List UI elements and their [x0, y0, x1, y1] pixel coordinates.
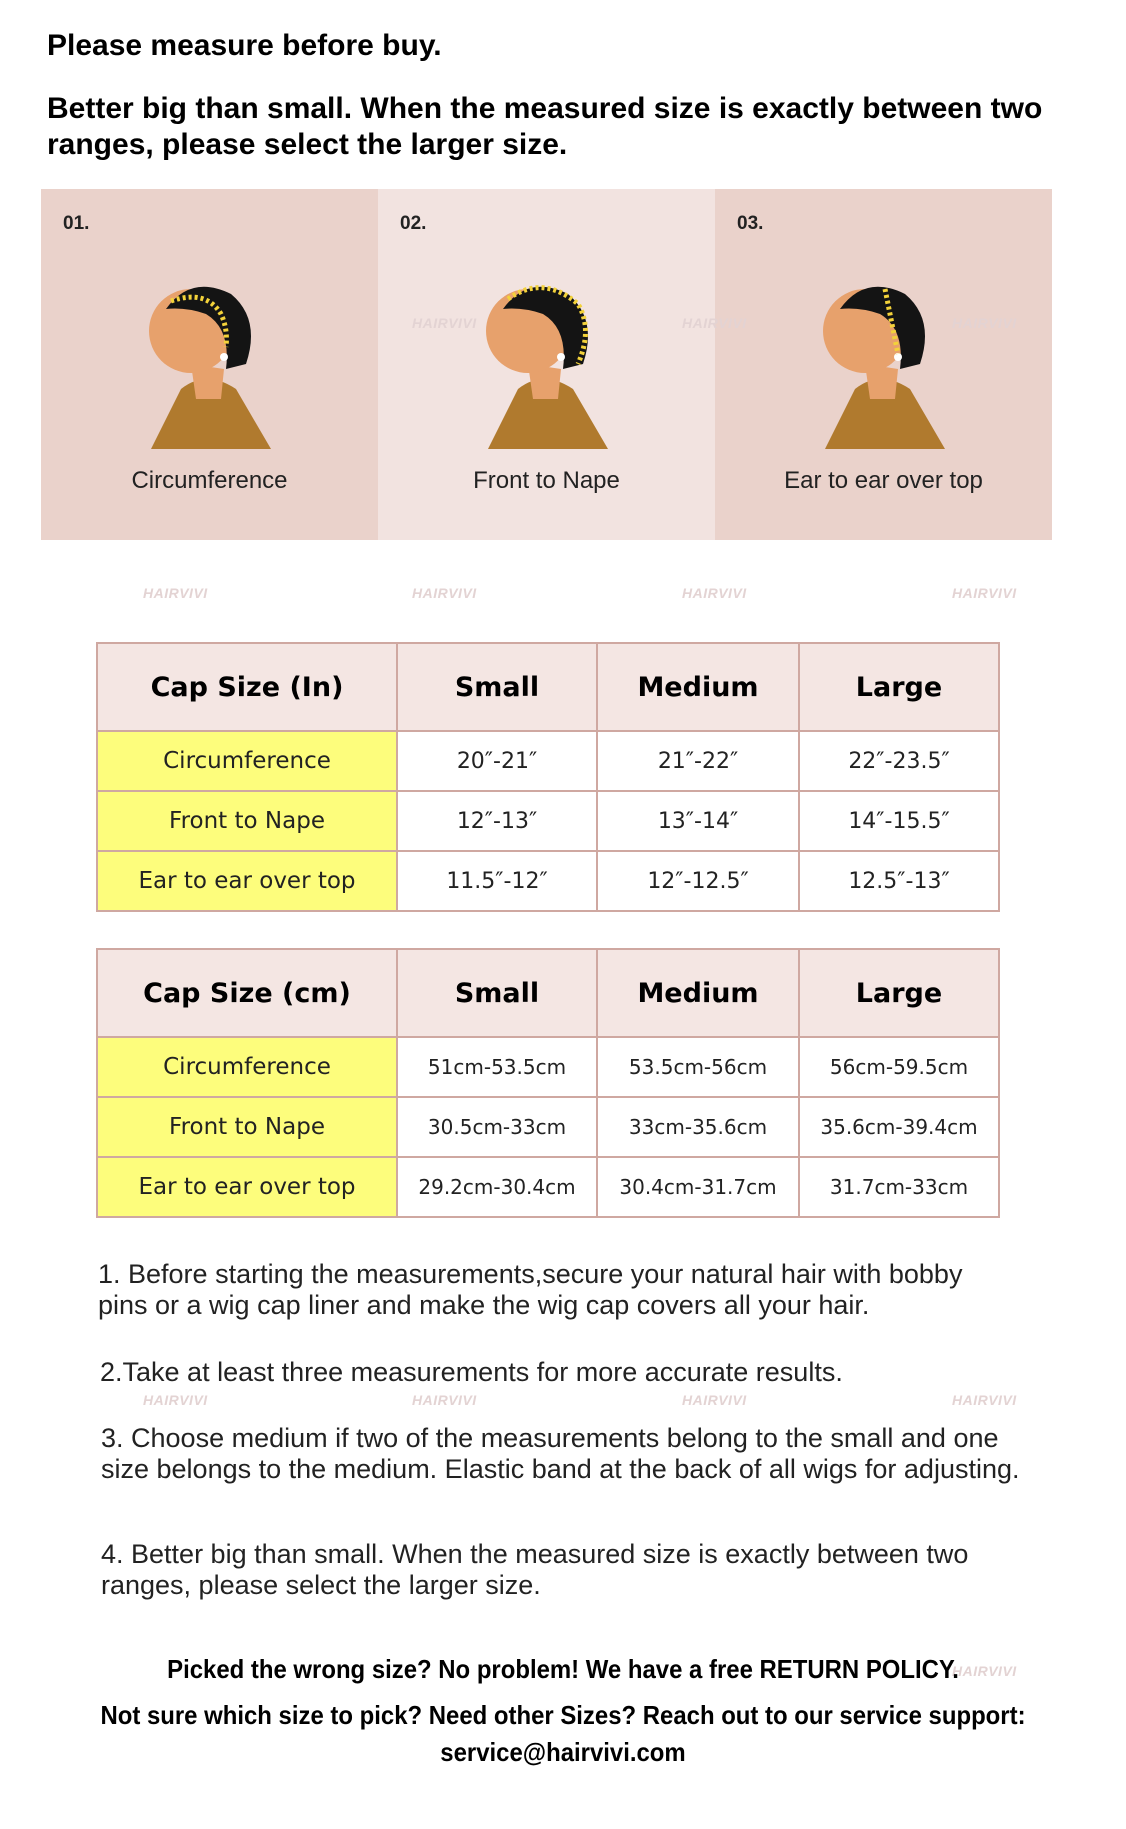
- cell-value: 12″-13″: [397, 791, 597, 851]
- panel-ear-to-ear: [715, 189, 1052, 540]
- support-email-link[interactable]: service@hairvivi.com: [440, 1737, 686, 1767]
- cell-value: 31.7cm-33cm: [799, 1157, 999, 1217]
- cell-value: 12″-12.5″: [597, 851, 799, 911]
- column-header: Small: [397, 643, 597, 731]
- support-text: Not sure which size to pick? Need other Sizes? Reach out to our service support:: [100, 1700, 1026, 1730]
- column-header: Medium: [597, 949, 799, 1037]
- watermark: HAIRVIVI: [952, 1392, 1017, 1408]
- instruction-note-3: 3. Choose medium if two of the measurements belong to the small and one size belongs to the medium. Elastic band at the back of all wigs for adjusting.: [101, 1423, 1020, 1484]
- panel-caption: Front to Nape: [473, 467, 620, 494]
- head-ear-to-ear-icon: [810, 269, 960, 449]
- table-row: [97, 1157, 999, 1217]
- instruction-note-2: 2.Take at least three measurements for more accurate results.: [100, 1357, 843, 1387]
- table-row: [97, 731, 999, 791]
- panel-caption: Ear to ear over top: [784, 467, 983, 494]
- column-header: Small: [397, 949, 597, 1037]
- table-row: [97, 1097, 999, 1157]
- row-label: Circumference: [97, 731, 397, 791]
- cell-value: 51cm-53.5cm: [397, 1037, 597, 1097]
- column-header: Large: [799, 643, 999, 731]
- watermark: HAIRVIVI: [682, 585, 747, 601]
- headline-measure: Please measure before buy.: [47, 29, 442, 62]
- column-header: Cap Size (In): [97, 643, 397, 731]
- cell-value: 20″-21″: [397, 731, 597, 791]
- measurement-illustrations: [41, 189, 1052, 540]
- panel-caption: Circumference: [131, 467, 288, 494]
- instruction-note-1: 1. Before starting the measurements,secure your natural hair with bobby pins or a wig cap liner and make the wig cap covers all your hair.: [98, 1259, 963, 1320]
- size-table-cm: [96, 948, 1000, 1218]
- cell-value: 33cm-35.6cm: [597, 1097, 799, 1157]
- head-circumference-icon: [136, 269, 286, 449]
- watermark: HAIRVIVI: [412, 1392, 477, 1408]
- size-table-inches: [96, 642, 1000, 912]
- watermark: HAIRVIVI: [143, 585, 208, 601]
- cell-value: 14″-15.5″: [799, 791, 999, 851]
- return-policy-text: Picked the wrong size? No problem! We have a free RETURN POLICY.: [167, 1654, 959, 1684]
- table-row: [97, 1037, 999, 1097]
- cell-value: 12.5″-13″: [799, 851, 999, 911]
- table-row: [97, 791, 999, 851]
- watermark: HAIRVIVI: [952, 585, 1017, 601]
- column-header: Medium: [597, 643, 799, 731]
- cell-value: 11.5″-12″: [397, 851, 597, 911]
- panel-front-to-nape: [378, 189, 715, 540]
- watermark: HAIRVIVI: [952, 315, 1017, 331]
- watermark: HAIRVIVI: [952, 1663, 1017, 1679]
- row-label: Front to Nape: [97, 1097, 397, 1157]
- cell-value: 35.6cm-39.4cm: [799, 1097, 999, 1157]
- row-label: Ear to ear over top: [97, 851, 397, 911]
- column-header: Cap Size (cm): [97, 949, 397, 1037]
- cell-value: 13″-14″: [597, 791, 799, 851]
- cell-value: 30.5cm-33cm: [397, 1097, 597, 1157]
- cell-value: 29.2cm-30.4cm: [397, 1157, 597, 1217]
- watermark: HAIRVIVI: [682, 1392, 747, 1408]
- instruction-note-4: 4. Better big than small. When the measured size is exactly between two ranges, please select the larger size.: [101, 1539, 969, 1600]
- cell-value: 53.5cm-56cm: [597, 1037, 799, 1097]
- panel-number: 02.: [400, 213, 427, 234]
- table-row: [97, 851, 999, 911]
- cell-value: 22″-23.5″: [799, 731, 999, 791]
- headline-big-than-small: Better big than small. When the measured size is exactly between two ranges, please select the larger size.: [47, 92, 1043, 161]
- watermark: HAIRVIVI: [143, 1392, 208, 1408]
- watermark: HAIRVIVI: [412, 315, 477, 331]
- row-label: Circumference: [97, 1037, 397, 1097]
- head-front-to-nape-icon: [473, 269, 623, 449]
- watermark: HAIRVIVI: [682, 315, 747, 331]
- panel-number: 01.: [63, 213, 90, 234]
- watermark: HAIRVIVI: [412, 585, 477, 601]
- panel-number: 03.: [737, 213, 764, 234]
- cell-value: 56cm-59.5cm: [799, 1037, 999, 1097]
- row-label: Front to Nape: [97, 791, 397, 851]
- cell-value: 21″-22″: [597, 731, 799, 791]
- row-label: Ear to ear over top: [97, 1157, 397, 1217]
- column-header: Large: [799, 949, 999, 1037]
- panel-circumference: [41, 189, 378, 540]
- cell-value: 30.4cm-31.7cm: [597, 1157, 799, 1217]
